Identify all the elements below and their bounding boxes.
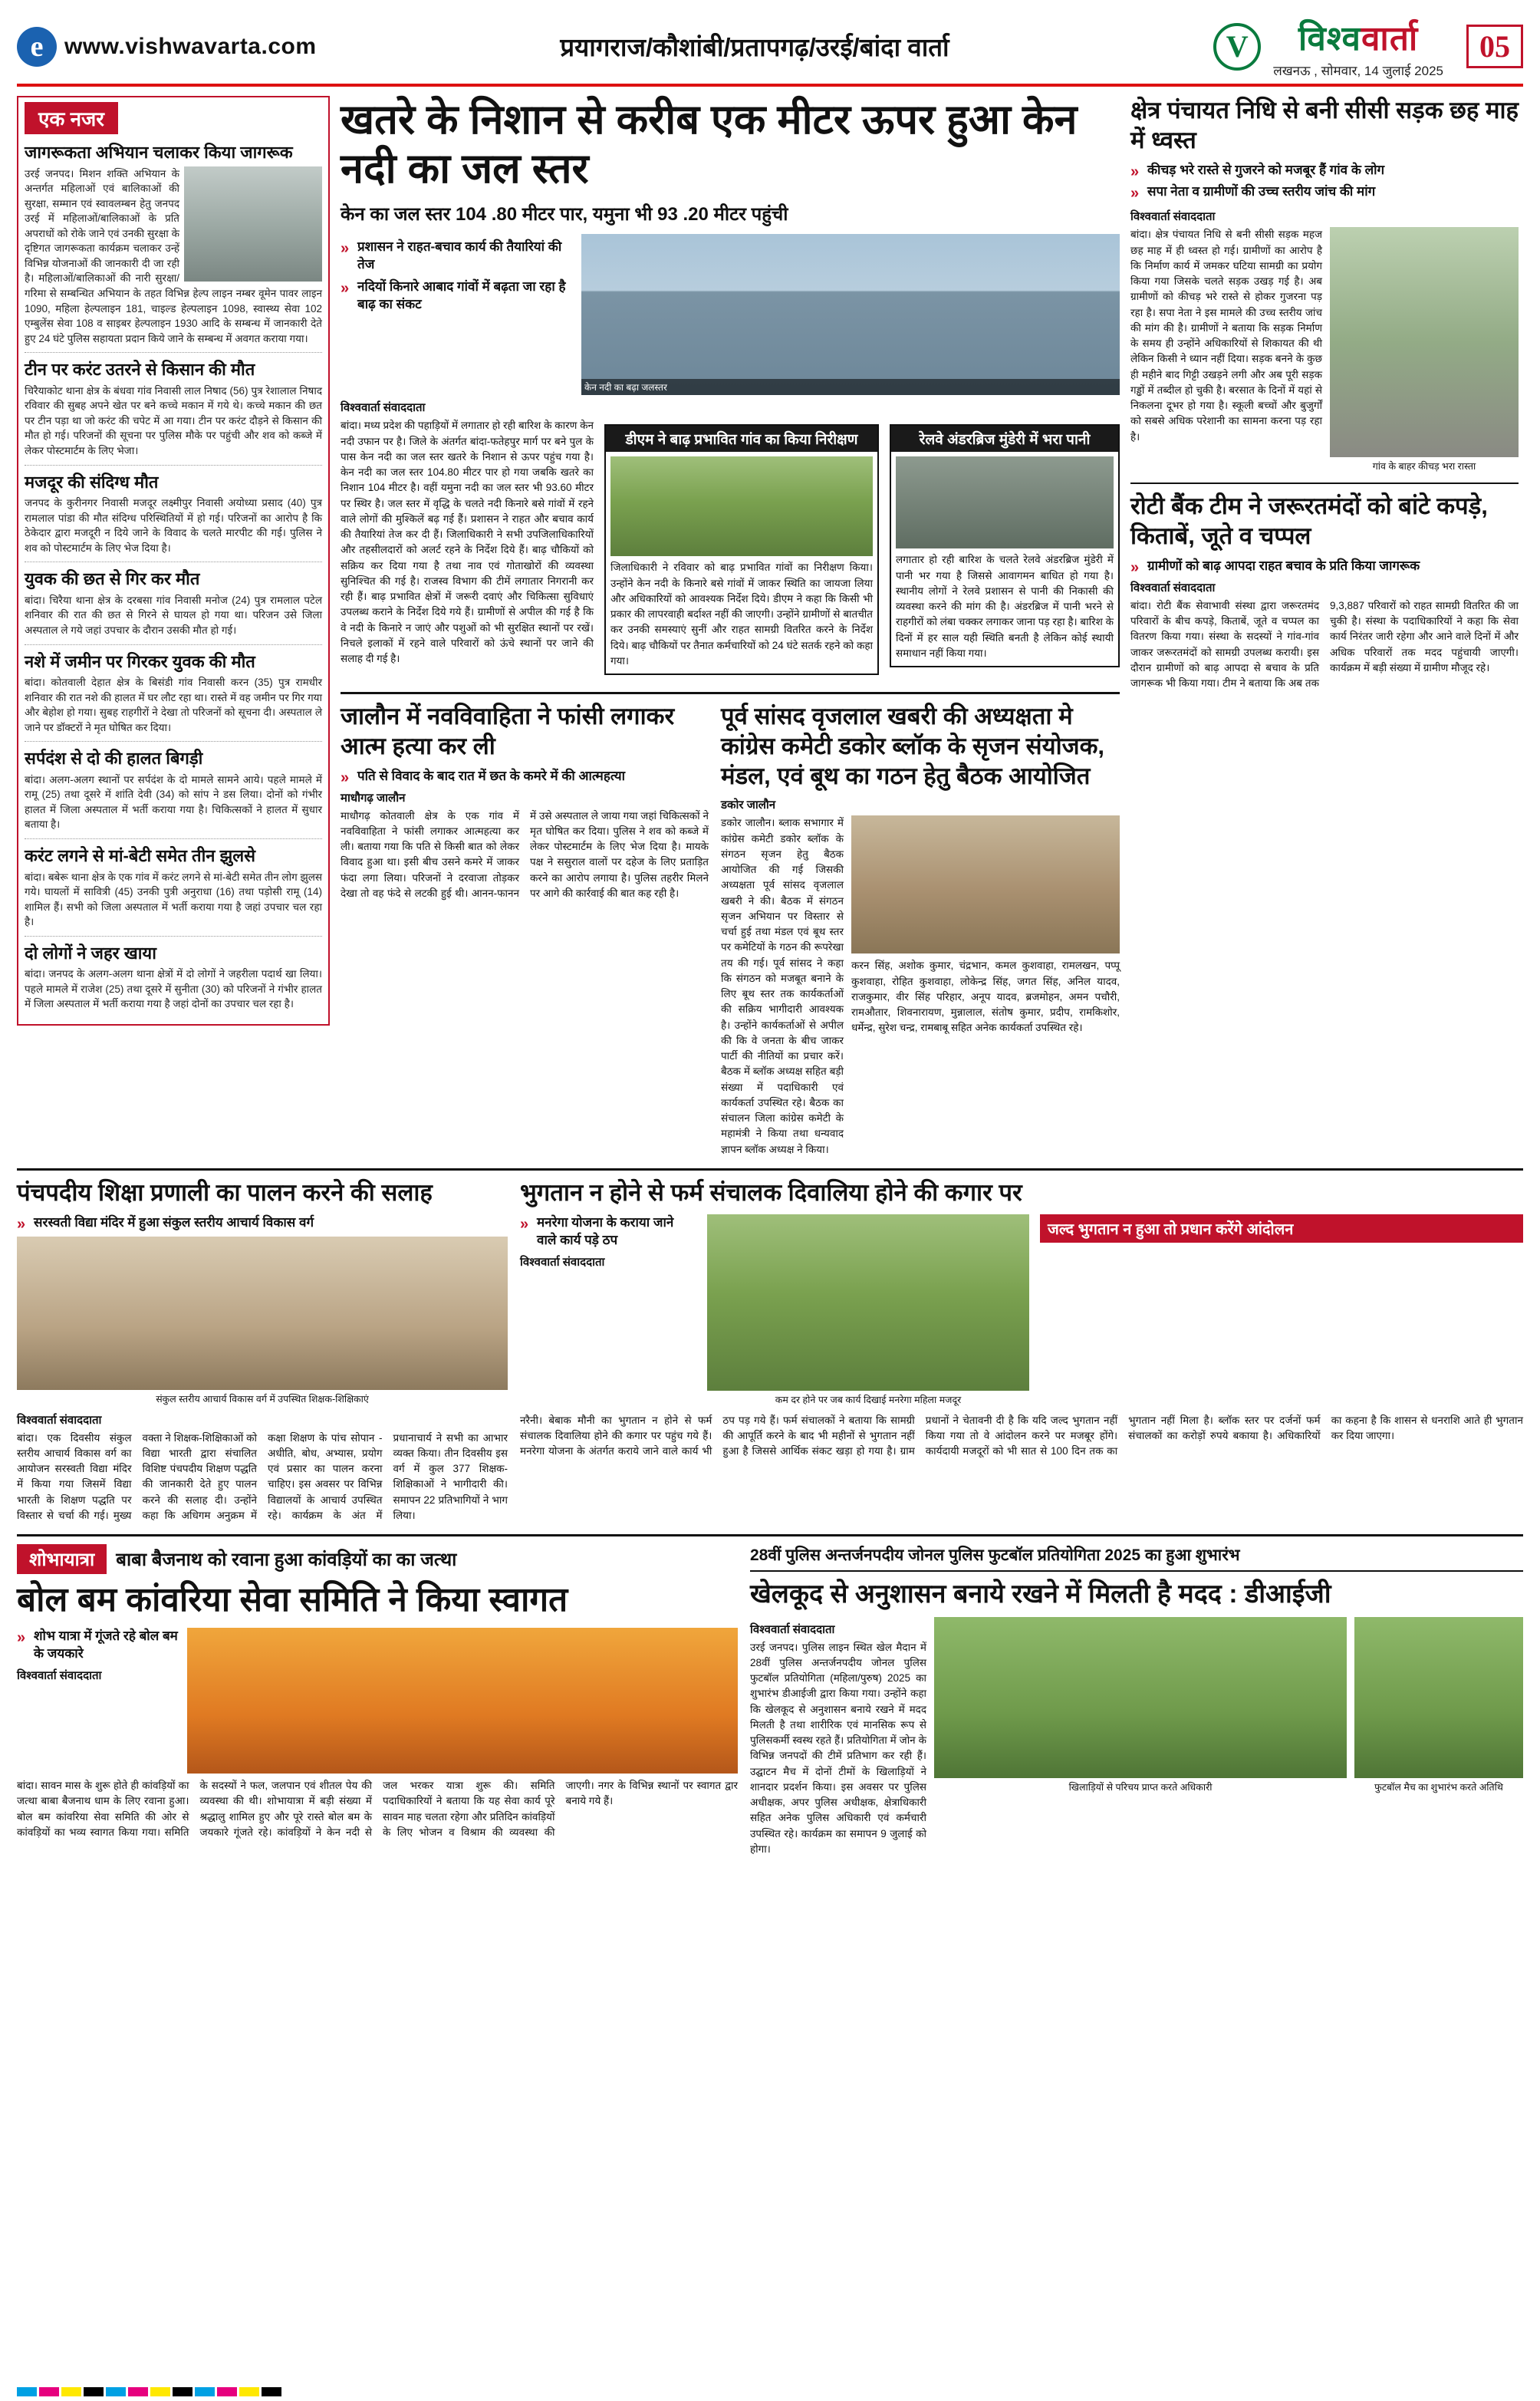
masthead-left — [17, 27, 416, 67]
nz-body: बांदा। कोतवाली देहात क्षेत्र के बिसंडी गांव निवासी करन (35) पुत्र रामधीर शनिवार की रात नशे की हालत में घर लौट रहा था। रास्ते में वह जमीन पर गिर गया और बेहोश हो गया। सुबह राहगीरों ने देखा तो परिजनों को सूचना दी। अस्पताल ले जाने पर डॉक्टरों ने मृत घोषित कर दिया। — [25, 677, 322, 733]
photo-meeting — [851, 815, 1120, 953]
bullet-item: » कीचड़ भरे रास्ते से गुजरने को मजबूर हैं गांव के लोग — [1130, 162, 1519, 179]
congress-headline: पूर्व सांसद वृजलाल खबरी की अध्यक्षता मे कांग्रेस कमेटी डकोर ब्लॉक के सृजन संयोजक, मंडल, एवं बूथ का गठन हेतु बैठक आयोजित — [721, 703, 1105, 789]
lead-headline: खतरे के निशान से करीब एक मीटर ऊपर हुआ केन नदी का जल स्तर — [341, 97, 1078, 192]
photo-broken-road — [1330, 227, 1519, 457]
photo-dm-visit — [610, 456, 873, 556]
photo-caption: गांव के बाहर कीचड़ भरा रास्ता — [1372, 461, 1476, 473]
photo-river — [581, 234, 1120, 395]
lead-bullets — [341, 239, 571, 314]
nz-title: नशे में जमीन पर गिरकर युवक की मौत — [25, 651, 255, 671]
middle-band — [17, 1178, 1523, 1523]
print-registration-bars — [17, 2387, 281, 2396]
bullet-item: » शोभ यात्रा में गूंजते रहे बोल बम के जयकारे — [17, 1628, 178, 1663]
football-banner: 28वीं पुलिस अन्तर्जनपदीय जोनल पुलिस फुटबॉल प्रतियोगिता 2025 का हुआ शुभारंभ — [750, 1546, 1240, 1565]
bullet-item: » मनरेगा योजना के कराया जाने वाले कार्य पड़े ठप — [520, 1214, 696, 1250]
panchpadiya-story — [17, 1178, 508, 1523]
nz-title: जागरूकता अभियान चलाकर किया जागरूक — [25, 143, 293, 162]
nz-body: बांदा। चिरैया थाना क्षेत्र के दरबसा गांव निवासी मनोज (24) पुत्र रामलाल पटेल शनिवार की रात की छत से गिरने से घायल हो गया था। परिजन उसे जिला अस्पताल ले गये जहां उपचार के दौरान उसकी मौत हो गई। — [25, 594, 322, 636]
inset-dm-inspection — [604, 424, 879, 675]
congress-body: डकोर जालौन। ब्लाक सभागार में कांग्रेस कमेटी डकोर ब्लॉक के संगठन सृजन हेतु बैठक आयोजित की गई जिसकी अध्यक्षता पूर्व सांसद वृजलाल खबरी ने की। बैठक में संगठन सृजन अभियान पर विस्तार से चर्चा हुई तथा मंडल एवं बूथ स्तर पर कमेटियों के गठन की रूपरेखा तय की गई। पूर्व सांसद ने कहा कि संगठन को मजबूत बनाने के लिए बूथ स्तर तक कार्यकर्ताओं की सक्रिय भागीदारी आवश्यक है। उन्होंने कार्यकर्ताओं से अपील की कि वे जनता के बीच जाकर पार्टी की नीतियों का प्रचार करें। बैठक में ब्लॉक अध्यक्ष सहित बड़ी संख्या में पदाधिकारी एवं कार्यकर्ता उपस्थित रहे। बैठक का संचालन जिला कांग्रेस कमेटी के महामंत्री ने किया तथा धन्यवाद ज्ञापन ब्लॉक अध्यक्ष ने किया। — [721, 817, 844, 1155]
brand-name: विश्ववार्ता — [1298, 20, 1419, 58]
content-grid — [17, 96, 1523, 1158]
list-item — [25, 742, 322, 839]
panchpadiya-body: बांदा। एक दिवसीय संकुल स्तरीय आचार्य विकास वर्ग का आयोजन सरस्वती विद्या मंदिर में किया गया जिसमें विद्या भारती के शिक्षण पद्धति पर विस्तार से चर्चा की गई। मुख्य वक्ता ने शिक्षक-शिक्षिकाओं को विद्या भारती द्वारा संचालित विशिष्ट पंचपदीय शिक्षण पद्धति की जानकारी देते हुए पालन करने की सलाह दी। उन्होंने कहा कि अधिगम अनुक्रम में कक्षा शिक्षण के पांच सोपान - अधीति, बोध, अभ्यास, प्रयोग एवं प्रसार का पालन करना चाहिए। इस अवसर पर विभिन्न विद्यालयों के आचार्य उपस्थित रहे। कार्यक्रम के अंत में प्रधानाचार्य ने सभी का आभार व्यक्त किया। तीन दिवसीय इस वर्ग में कुल 377 शिक्षक-शिक्षिकाओं ने भागीदारी की। समापन 22 प्रतिभागियों ने भाग लिया। — [17, 1431, 508, 1521]
column-center — [341, 96, 1120, 1158]
page-number: 05 — [1466, 25, 1523, 68]
inset-body: जिलाधिकारी ने रविवार को बाढ़ प्रभावित गांवों का निरीक्षण किया। उन्होंने केन नदी के किनारे बसे गांवों में जाकर स्थिति का जायजा लिया और अधिकारियों को आवश्यक निर्देश दिये। डीएम ने कहा कि किसी भी प्रकार की लापरवाही बर्दाश्त नहीं की जाएगी। उन्होंने ग्रामीणों से बातचीत कर उनकी समस्याएं सुनीं और राहत सामग्री वितरित करने के निर्देश दिये। बाढ़ चौकियों पर तैनात कर्मचारियों को 24 घंटे सतर्क रहने को कहा गया। — [610, 562, 873, 667]
nz-body: जनपद के कुरीनगर निवासी मजदूर लक्ष्मीपुर निवासी अयोध्या प्रसाद (40) पुत्र रामलाल पांडा की मौत संदिग्ध परिस्थितियों में हो गई। परिजनों का आरोप है कि ठेकेदार द्वारा मजदूरी न दिये जाने के विवाद के चलते मारपीट की गई। पुलिस ने शव को पोस्टमार्टम के लिए भेज दिया है। — [25, 497, 322, 554]
byline: विश्ववार्ता संवाददाता — [1130, 581, 1216, 594]
column-left — [17, 96, 330, 1158]
kanwar-story — [17, 1544, 738, 1857]
divider — [1130, 483, 1519, 484]
bullet-item: » नदियों किनारे आबाद गांवों में बढ़ता जा रहा है बाढ़ का संकट — [341, 278, 571, 314]
list-item — [25, 839, 322, 937]
football-body: उरई जनपद। पुलिस लाइन स्थित खेल मैदान में 28वीं पुलिस अन्तर्जनपदीय जोनल पुलिस फुटबॉल प्रतियोगिता (महिला/पुरुष) 2025 का शुभारंभ डीआईजी द्वारा किया गया। उन्होंने कहा कि खेलकूद से अनुशासन बनाये रखने में मदद मिलती है तथा शारीरिक एवं मानसिक रूप से पुलिसकर्मी स्वस्थ रहते हैं। प्रतियोगिता में जोन के विभिन्न जनपदों की टीमें प्रतिभाग कर रही हैं। उद्घाटन मैच में दोनों टीमों के खिलाड़ियों ने शानदार प्रदर्शन किया। इस अवसर पर पुलिस अधीक्षक, अपर पुलिस अधीक्षक, क्षेत्राधिकारी सहित अनेक पुलिस अधिकारी एवं कर्मचारी उपस्थित रहे। कार्यक्रम का समापन 9 जुलाई को होगा। — [750, 1641, 926, 1855]
kanwar-subhead: बाबा बैजनाथ को रवाना हुआ कांवड़ियों का का जत्था — [116, 1550, 457, 1571]
ek-nazar-heading: एक नजर — [25, 102, 118, 134]
photo-football-opening — [934, 1617, 1347, 1778]
inset-rail-underbridge — [890, 424, 1120, 667]
byline: विश्ववार्ता संवाददाता — [17, 1413, 102, 1427]
masthead-right — [1094, 14, 1523, 79]
nz-title: दो लोगों ने जहर खाया — [25, 943, 156, 963]
jalaun-body: माधौगढ़ कोतवाली क्षेत्र के एक गांव में नवविवाहिता ने फांसी लगाकर आत्महत्या कर ली। बताया गया कि पति से किसी बात को लेकर विवाद हुआ था। इसी बीच उसने कमरे में जाकर फंदा लगा लिया। परिजनों ने दरवाजा तोड़कर देखा तो वह फंदे से लटकी हुई थी। आनन-फानन में उसे अस्पताल ले जाया गया जहां चिकित्सकों ने मृत घोषित कर दिया। पुलिस ने शव को कब्जे में लेकर पोस्टमार्टम के लिए भेज दिया है। मायके पक्ष ने ससुराल वालों पर दहेज के लिए प्रताड़ित करने का आरोप लगाया है। पुलिस तहरीर मिलने पर आगे की कार्रवाई की बात कह रही है। — [341, 809, 709, 899]
shobhayatra-badge: शोभायात्रा — [17, 1544, 107, 1574]
jalaun-headline: जालौन में नवविवाहिता ने फांसी लगाकर आत्म हत्या कर ली — [341, 703, 675, 759]
inset-body: लगातार हो रही बारिश के चलते रेलवे अंडरब्रिज मुंडेरी में पानी भर गया है जिससे आवागमन बाधित हो गया है। स्थानीय लोगों ने रेलवे प्रशासन से पानी की निकासी की व्यवस्था करने की मांग की है। अंडरब्रिज में पानी भरने से राहगीरों को लंबा चक्कर लगाकर जाना पड़ रहा है। बारिश के दिनों में हर साल यही स्थिति बनती है लेकिन कोई स्थायी समाधान नहीं किया गया। — [896, 554, 1114, 659]
manrega-body: नरैनी। बेबाक मौनी का भुगतान न होने से फर्म संचालक दिवालिया होने की कगार पर पहुंच गये हैं। मनरेगा योजना के अंतर्गत कराये जाने वाले कार्य भी ठप पड़ गये हैं। फर्म संचालकों ने बताया कि सामग्री की आपूर्ति करने के बाद भी महीनों से भुगतान नहीं हुआ है जिससे आर्थिक संकट खड़ा हो गया है। ग्राम प्रधानों ने चेतावनी दी है कि यदि जल्द भुगतान नहीं किया गया तो वे आंदोलन करने पर मजबूर होंगे। कार्यदायी मजदूरों को भी सात से 100 दिन तक का भुगतान नहीं मिला है। ब्लॉक स्तर पर दर्जनों फर्म संचालकों का करोड़ों रुपये बकाया है। अधिकारियों का कहना है कि शासन से धनराशि आते ही भुगतान कर दिया जाएगा। — [520, 1414, 1523, 1457]
nz-title: करंट लगने से मां-बेटी समेत तीन झुलसे — [25, 846, 256, 865]
kanwar-body: बांदा। सावन मास के शुरू होते ही कांवड़ियों का जत्था बाबा बैजनाथ धाम के लिए रवाना हुआ। बोल बम कांवरिया सेवा समिति की ओर से कांवड़ियों का भव्य स्वागत किया गया। समिति के सदस्यों ने फल, जलपान एवं शीतल पेय की व्यवस्था की थी। शोभायात्रा में बड़ी संख्या में श्रद्धालु शामिल हुए और पूरे रास्ते बोल बम के जयकारे गूंजते रहे। कांवड़ियों ने केन नदी से जल भरकर यात्रा शुरू की। समिति पदाधिकारियों ने बताया कि यह सेवा कार्य पूरे सावन माह चलता रहेगा और प्रतिदिन कांवड़ियों के लिए भोजन व विश्राम की व्यवस्था की जाएगी। नगर के विभिन्न स्थानों पर स्वागत द्वार बनाये गये हैं। — [17, 1780, 738, 1838]
bullet-item: » सपा नेता व ग्रामीणों की उच्च स्तरीय जांच की मांग — [1130, 183, 1519, 201]
photo-football-match — [1354, 1617, 1523, 1778]
photo-caption: कम दर होने पर जब कार्य दिखाई मनरेगा महिला मजदूर — [775, 1394, 962, 1405]
ek-nazar-box — [17, 96, 330, 1026]
column-right — [1130, 96, 1519, 1158]
photo-kanwar-yatra — [187, 1628, 738, 1774]
photo-caption: संकुल स्तरीय आचार्य विकास वर्ग में उपस्थित शिक्षक-शिक्षिकाएं — [156, 1393, 369, 1405]
football-story — [750, 1544, 1523, 1857]
rotibank-body: बांदा। रोटी बैंक सेवाभावी संस्था द्वारा जरूरतमंद परिवारों के बीच कपड़े, किताबें, जूते व चप्पल का वितरण किया गया। संस्था के सदस्यों ने गांव-गांव जाकर जरूरतमंदों को सामग्री उपलब्ध करायी। इस दौरान ग्रामीणों को बाढ़ आपदा से बचाव के प्रति जागरूक भी किया गया। टीम ने बताया कि अब तक 9,3,887 परिवारों को राहत सामग्री वितरित की जा चुकी है। संस्था के पदाधिकारियों ने कहा कि सेवा कार्य निरंतर जारी रहेगा और आने वाले दिनों में और अधिक परिवारों तक मदद पहुंचायी जाएगी। कार्यक्रम में बड़ी संख्या में ग्रामीण मौजूद रहे। — [1130, 599, 1519, 690]
brand-dateline: लखनऊ , सोमवार, 14 जुलाई 2025 — [1273, 64, 1443, 78]
byline: विश्ववार्ता संवाददाता — [341, 401, 426, 415]
byline: विश्ववार्ता संवाददाता — [750, 1622, 835, 1636]
photo-awareness — [184, 166, 322, 282]
divider — [17, 1534, 1523, 1536]
inset-title: रेलवे अंडरब्रिज मुंडेरी में भरा पानी — [891, 426, 1118, 452]
manrega-story — [520, 1178, 1523, 1523]
rotibank-headline: रोटी बैंक टीम ने जरूरतमंदों को बांटे कपड़े, किताबें, जूते व चप्पल — [1130, 492, 1488, 550]
website-url[interactable]: www.vishwavarta.com — [64, 33, 317, 59]
e-logo-icon: e — [17, 27, 57, 67]
manrega-alert-bar: जल्द भुगतान न हुआ तो प्रधान करेंगे आंदोलन — [1040, 1214, 1523, 1243]
photo-manrega-worker — [707, 1214, 1029, 1391]
bullet-item: » प्रशासन ने राहत-बचाव कार्य की तैयारियां की तेज — [341, 239, 571, 274]
photo-caption: फुटबॉल मैच का शुभारंभ करते अतिथि — [1374, 1781, 1503, 1793]
manrega-headline: भुगतान न होने से फर्म संचालक दिवालिया होने की कगार पर — [520, 1178, 1022, 1206]
ccroad-headline: क्षेत्र पंचायत निधि से बनी सीसी सड़क छह माह में ध्वस्त — [1130, 97, 1519, 153]
lead-body: बांदा। मध्य प्रदेश की पहाड़ियों में लगातार हो रही बारिश के कारण केन नदी उफान पर है। जिले के अंतर्गत बांदा-फतेहपुर मार्ग पर बने पुल के पास केन नदी का जल स्तर खतरे के निशान से ऊपर पहुंच गया है। केन नदी का जल स्तर 104.80 मीटर पार हो गया जबकि खतरे का निशान 104 मीटर है। वहीं यमुना नदी का जल स्तर भी 93.60 मीटर पर स्थिर है। जल स्तर में वृद्धि के चलते नदी किनारे बसे गांवों में रहने वाले लोगों की मुश्किलें बढ़ गई हैं। प्रशासन ने राहत और बचाव कार्य की तैयारियां तेज कर दी हैं। जिलाधिकारी ने सभी उपजिलाधिकारियों और तहसीलदारों को अलर्ट रहने के निर्देश दिये हैं। बाढ़ चौकियों को सक्रिय कर दिया गया है तथा नाव एवं गोताखोरों की व्यवस्था सुनिश्चित की गई है। राजस्व विभाग की टीमें लगातार निगरानी कर रही हैं। बाढ़ प्रभावित क्षेत्रों में जरूरी दवाएं और चिकित्सा सुविधाएं उपलब्ध कराने के निर्देश दिये गये हैं। ग्रामीणों से अपील की गई है कि वे नदी के किनारे न जाएं और पशुओं को भी सुरक्षित स्थानों पर रखें। निचले इलाकों में रहने वाले परिवारों को ऊंचे स्थानों पर जाने की सलाह दी गई है। — [341, 420, 594, 665]
byline: विश्ववार्ता संवाददाता — [1130, 210, 1216, 224]
kanwar-headline: बोल बम कांवरिया सेवा समिति ने किया स्वागत — [17, 1581, 568, 1619]
list-item — [25, 562, 322, 644]
edition-list: प्रयागराज/कौशांबी/प्रतापगढ़/उरई/बांदा वार्ता — [560, 33, 949, 61]
nz-body: बांदा। जनपद के अलग-अलग थाना क्षेत्रों में दो लोगों ने जहरीला पदार्थ खा लिया। पहले मामले में राजेश (25) तथा दूसरे में सुनीता (30) को परिजनों ने गंभीर हालत में जिला अस्पताल में भर्ती कराया गया है जहां दोनों का उपचार चल रहा है। — [25, 968, 322, 1010]
byline: विश्ववार्ता संवाददाता — [17, 1668, 102, 1682]
nz-body: उरई जनपद। मिशन शक्ति अभियान के अन्तर्गत महिलाओं एवं बालिकाओं की सुरक्षा, सम्मान एवं स्वावलम्बन हेतु जनपद उरई में महिलाओं/बालिकाओं के प्रति अपराधों को रोके जाने एवं उनकी सुरक्षा के दृष्टिगत जागरूकता कार्यक्रम चलाकर उन्हें विभिन्न योजनाओं की जानकारी दी जा रही है। महिलाओं/बालिकाओं की नारी सुरक्षा/गरिमा से सम्बन्धित अभियान के तहत विभिन्न हेल्प लाइन नम्बर वूमेन पावर लाइन 1090, महिला हेल्पलाइन 181, चाइल्ड हेल्पलाइन 1098, स्वास्थ्य सेवा 102 एम्बुलेंस सेवा 108 व साइबर हेल्पलाइन 1930 आदि के सम्बन्ध में जानकारी देते हुए 24 घंटे पुलिस सहायता प्रदान किये जाने के सम्बन्ध में अवगत कराया गया। — [25, 167, 322, 344]
panchpadiya-headline: पंचपदीय शिक्षा प्रणाली का पालन करने की सलाह — [17, 1178, 433, 1206]
list-item — [25, 353, 322, 465]
nz-body: बांदा। बबेरू थाना क्षेत्र के एक गांव में करंट लगने से मां-बेटी समेत तीन लोग झुलस गये। घायलों में सावित्री (45) उनकी पुत्री अनुराधा (16) तथा पड़ोसी रामू (14) शामिल हैं। सभी को जिला अस्पताल में भर्ती कराया गया है जहां उपचार चल रहा है। — [25, 871, 322, 928]
byline: विश्ववार्ता संवाददाता — [520, 1255, 605, 1269]
list-item — [25, 136, 322, 353]
divider — [17, 1168, 1523, 1171]
nz-body: बांदा। अलग-अलग स्थानों पर सर्पदंश के दो मामले सामने आये। पहले मामले में रामू (25) तथा दूसरे में शांति देवी (34) को सांप ने डस लिया। दोनों को गंभीर हालत में जिला अस्पताल में भर्ती कराया गया है। चिकित्सकों ने हालत में सुधार बताया है। — [25, 773, 322, 831]
byline: डकोर जालौन — [721, 799, 776, 812]
nz-title: युवक की छत से गिर कर मौत — [25, 569, 200, 589]
photo-caption: केन नदी का बढ़ा जलस्तर — [581, 379, 1120, 395]
divider — [341, 692, 1120, 694]
photo-training — [17, 1237, 508, 1390]
list-item — [25, 466, 322, 563]
masthead — [17, 14, 1523, 87]
bottom-band — [17, 1544, 1523, 1857]
nz-title: सर्पदंश से दो की हालत बिगड़ी — [25, 749, 203, 769]
bullet-item: » ग्रामीणों को बाढ़ आपदा राहत बचाव के प्रति किया जागरूक — [1130, 558, 1519, 575]
list-item — [25, 645, 322, 743]
nz-title: टीन पर करंट उतरने से किसान की मौत — [25, 360, 255, 380]
inset-title: डीएम ने बाढ़ प्रभावित गांव का किया निरीक्षण — [606, 426, 877, 452]
ccroad-bullets — [1130, 162, 1519, 202]
bullet-item: » पति से विवाद के बाद रात में छत के कमरे में की आत्महत्या — [341, 768, 709, 786]
brand-block — [1273, 14, 1443, 79]
bullet-item: » सरस्वती विद्या मंदिर में हुआ संकुल स्तरीय आचार्य विकास वर्ग — [17, 1214, 508, 1232]
photo-caption: खिलाड़ियों से परिचय प्राप्त करते अधिकारी — [1068, 1781, 1213, 1793]
congress-names: करन सिंह, अशोक कुमार, चंद्रभान, कमल कुशवाहा, रामलखन, पप्पू कुशवाहा, रोहित कुशवाहा, लोकेन्द्र सिंह, जगत सिंह, अनिल यादव, राजकुमार, वीर सिंह परिहार, अनूप यादव, ब्रजमोहन, अमन पचौरी, रामऔतार, शिवनारायण, मुन्नालाल, संतोष कुमार, प्रदीप, रामकिशोर, धर्मेन्द्र, सुरेश चन्द्र, रामबाबू सहित अनेक कार्यकर्ता उपस्थित रहे। — [851, 960, 1120, 1034]
lead-kicker: केन का जल स्तर 104 .80 मीटर पार, यमुना भी 93 .20 मीटर पहुंची — [341, 204, 788, 226]
nz-body: चिरैयाकोट थाना क्षेत्र के बंधवा गांव निवासी लाल निषाद (56) पुत्र रेशालाल निषाद रविवार की सुबह अपने खेत पर बने कच्चे मकान में गये थे। कच्चे मकान की छत पर टीन पड़ा था जो करंट की चपेट में आ गया। टीन पर करंट दौड़ने से किसान की मौत हो गई। परिजनों की सूचना पर पुलिस मौके पर पहुंची और शव को कब्जे में लेकर पोस्टमार्टम के लिए भेजा। — [25, 384, 322, 456]
ccroad-body: बांदा। क्षेत्र पंचायत निधि से बनी सीसी सड़क महज छह माह में ही ध्वस्त हो गई। ग्रामीणों का आरोप है कि निर्माण कार्य में जमकर घटिया सामग्री का प्रयोग किया गया जिसके चलते सड़क उखड़ गई है। अब ग्रामीणों को कीचड़ भरे रास्ते से होकर गुजरना पड़ रहा है। सपा नेता ने इस मामले की उच्च स्तरीय जांच की मांग की है। ग्रामीणों ने बताया कि सड़क निर्माण के समय ही उन्होंने अधिकारियों से शिकायत की थी लेकिन किसी ने ध्यान नहीं दिया। सड़क बनने के कुछ ही महीने बाद गिट्टी उखड़ने लगी और अब पूरी सड़क गड्ढों में तब्दील हो चुकी है। बरसात के दिनों में यहां से निकलना दूभर हो गया है। स्कूली बच्चों और बुजुर्गों को सबसे अधिक परेशानी का सामना करना पड़ रहा है। — [1130, 229, 1322, 443]
list-item — [25, 937, 322, 1018]
logo-icon: V — [1213, 23, 1261, 71]
photo-underbridge — [896, 456, 1114, 548]
nz-title: मजदूर की संदिग्ध मौत — [25, 472, 159, 492]
byline: माधौगढ़ जालौन — [341, 791, 406, 805]
football-headline: खेलकूद से अनुशासन बनाये रखने में मिलती है मदद : डीआईजी — [750, 1579, 1331, 1609]
